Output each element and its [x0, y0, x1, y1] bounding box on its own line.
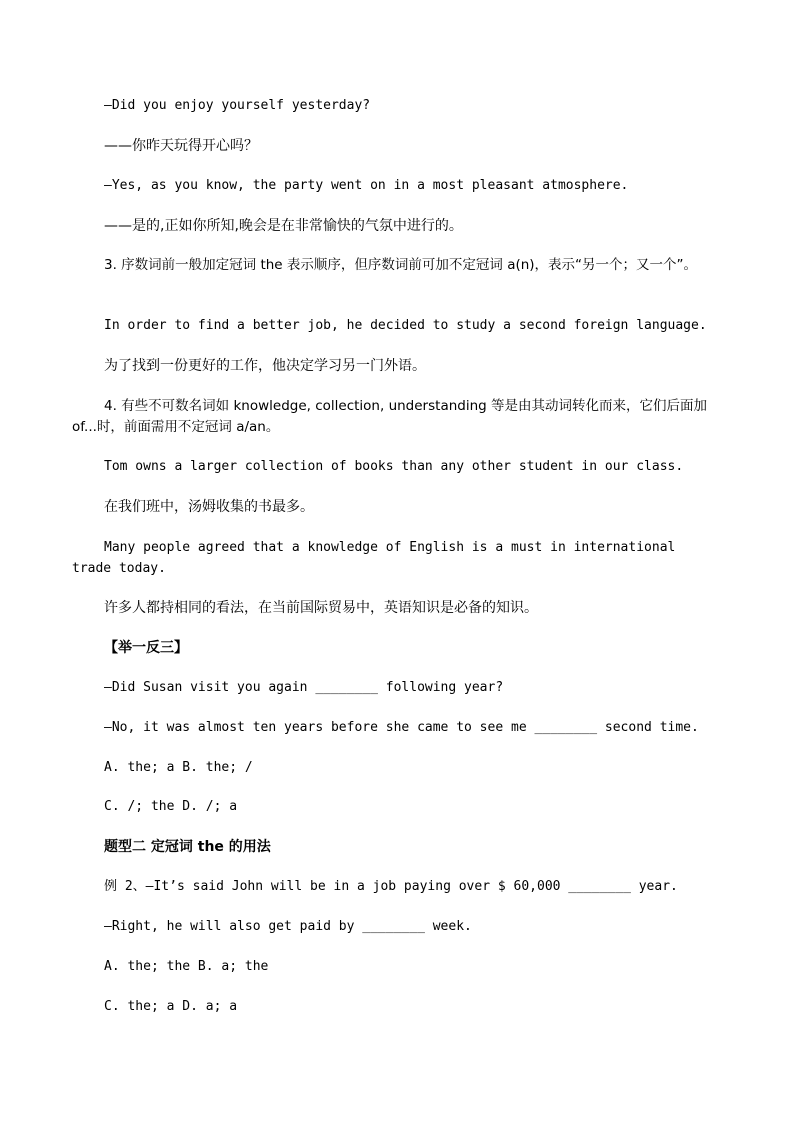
example-2-answer: —Right, he will also get paid by ________ week. — [104, 919, 472, 934]
exercise-question-line: —Did Susan visit you again ________ following year? — [104, 680, 504, 695]
rule-4-paragraph: 4. 有些不可数名词如 knowledge, collection, understanding 等是由其动词转化而来，它们后面加 of...时，前面需用不定冠词 a/an。 — [72, 398, 708, 435]
dialogue-answer-en: —Yes, as you know, the party went on in a most pleasant atmosphere. — [104, 178, 629, 193]
example-en-collection: Tom owns a larger collection of books than any other student in our class. — [104, 459, 684, 474]
section-heading-type-2: 题型二 定冠词 the 的用法 — [104, 839, 271, 855]
rule-3-paragraph: 3. 序数词前一般加定冠词 the 表示顺序，但序数词前可加不定冠词 a(n)，表示“另一个；又一个”。 — [104, 257, 698, 273]
exercise-options-cd: C. /; the D. /; a — [104, 799, 238, 814]
example-2-options-cd: C. the; a D. a; a — [104, 999, 238, 1014]
exercise-answer-line: —No, it was almost ten years before she came to see me ________ second time. — [104, 720, 699, 735]
example-2-question: 例 2、—It’s said John will be in a job paying over $ 60,000 ________ year. — [104, 879, 678, 894]
dialogue-question-zh: ——你昨天玩得开心吗？ — [104, 138, 258, 154]
example-zh-knowledge: 许多人都持相同的看法，在当前国际贸易中，英语知识是必备的知识。 — [104, 600, 538, 616]
example-en-second-language: In order to find a better job, he decided to study a second foreign language. — [104, 318, 707, 333]
example-en-knowledge: Many people agreed that a knowledge of English is a must in international trade today. — [72, 540, 676, 576]
example-zh-second-language: 为了找到一份更好的工作，他决定学习另一门外语。 — [104, 358, 426, 374]
exercise-options-ab: A. the; a B. the; / — [104, 760, 253, 775]
example-2-options-ab: A. the; the B. a; the — [104, 959, 269, 974]
dialogue-answer-zh: ——是的,正如你所知,晚会是在非常愉快的气氛中进行的。 — [104, 218, 463, 234]
example-zh-collection: 在我们班中，汤姆收集的书最多。 — [104, 499, 314, 515]
dialogue-question-en: —Did you enjoy yourself yesterday? — [104, 98, 371, 113]
section-heading-practice: 【举一反三】 — [104, 640, 188, 656]
